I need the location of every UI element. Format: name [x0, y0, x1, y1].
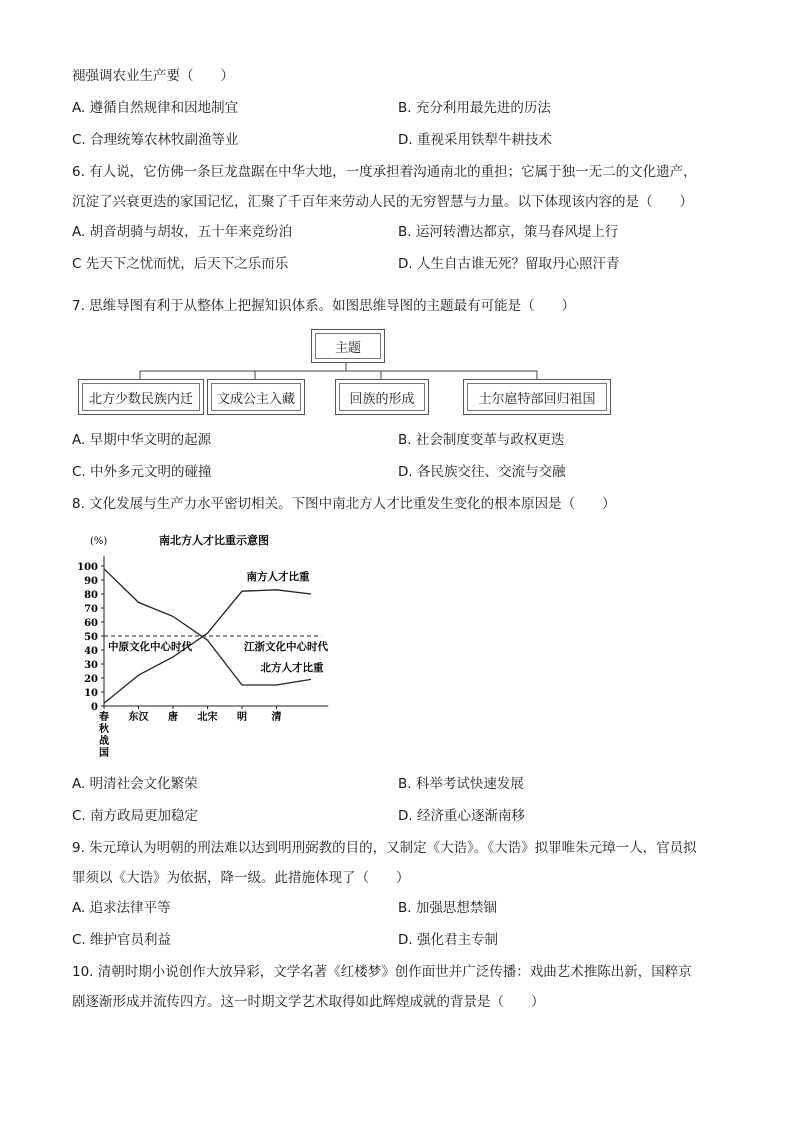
q9-option-a[interactable]: A. 追求法律平等 [72, 900, 171, 916]
mind-map-root-label: 主题 [315, 333, 381, 359]
x-tick-label: 北宋 [197, 712, 218, 723]
q9-option-d[interactable]: D. 强化君主专制 [398, 932, 498, 948]
q6-option-a[interactable]: A. 胡音胡骑与胡妆，五十年来竞纷泊 [72, 224, 293, 240]
y-tick-label: 100 [77, 562, 98, 573]
mind-map-node-label: 回族的形成 [339, 383, 425, 411]
south-series-label: 南方人才比重 [246, 571, 310, 583]
q6-stem-line1: 6. 有人说，它仿佛一条巨龙盘踞在中华大地，一度承担着沟通南北的重担；它属于独一无二的文化遗产， [72, 164, 697, 180]
q5-option-c[interactable]: C. 合理统筹农林牧副渔等业 [72, 132, 239, 148]
era-annotation-central-plains: 中原文化中心时代 [108, 641, 192, 653]
y-tick-label: 0 [91, 702, 98, 713]
q8-option-c[interactable]: C. 南方政局更加稳定 [72, 808, 199, 824]
chart-title: 南北方人才比重示意图 [159, 534, 269, 547]
q6-stem-line2: 沉淀了兴衰更迭的家国记忆，汇聚了千百年来劳动人民的无穷智慧与力量。以下体现该内容的是（ ） [72, 194, 693, 210]
q5-option-a[interactable]: A. 遵循自然规律和因地制宜 [72, 100, 239, 116]
q8-option-d[interactable]: D. 经济重心逐渐南移 [398, 808, 525, 824]
q5-option-d[interactable]: D. 重视采用铁犁牛耕技术 [398, 132, 552, 148]
y-tick-label: 30 [84, 660, 98, 671]
q5-option-b[interactable]: B. 充分利用最先进的历法 [398, 100, 551, 116]
y-axis-unit: (%) [90, 536, 108, 547]
mind-map-node-label: 土尔扈特部回归祖国 [467, 383, 607, 411]
mind-map-root [311, 329, 385, 363]
y-tick-label: 80 [84, 590, 98, 601]
north-series-label: 北方人才比重 [260, 662, 324, 674]
y-tick-label: 20 [84, 674, 98, 685]
y-tick-label: 40 [84, 646, 98, 657]
q7-option-d[interactable]: D. 各民族交往、交流与交融 [398, 464, 566, 480]
x-tick-label: 清 [271, 712, 282, 723]
q5-stem-tail: 褪强调农业生产要（ ） [72, 68, 234, 84]
q10-stem-line2: 剧逐渐形成并流传四方。这一时期文学艺术取得如此辉煌成就的背景是（ ） [72, 994, 545, 1010]
q8-option-b[interactable]: B. 科举考试快速发展 [398, 776, 524, 792]
x-tick-label: 东汉 [128, 712, 149, 723]
q7-stem: 7. 思维导图有利于从整体上把握知识体系。如图思维导图的主题最有可能是（ ） [72, 298, 576, 314]
q9-stem-line1: 9. 朱元璋认为明朝的刑法难以达到明刑弼教的目的，又制定《大诰》。《大诰》拟罪唯朱元璋一人，官员拟 [72, 840, 697, 856]
q8-option-a[interactable]: A. 明清社会文化繁荣 [72, 776, 198, 792]
q7-option-a[interactable]: A. 早期中华文明的起源 [72, 432, 212, 448]
y-tick-label: 10 [84, 688, 98, 699]
q9-option-c[interactable]: C. 维护官员利益 [72, 932, 172, 948]
mind-map-node-1 [78, 379, 204, 415]
y-tick-label: 50 [84, 632, 98, 643]
y-tick-label: 70 [84, 604, 98, 615]
q7-option-c[interactable]: C. 中外多元文明的碰撞 [72, 464, 212, 480]
q10-stem-line1: 10. 清朝时期小说创作大放异彩，文学名著《红楼梦》创作面世并广泛传播：戏曲艺术推陈出新，国粹京 [72, 964, 692, 980]
q9-stem-line2: 罪须以《大诰》为依据，降一级。此措施体现了（ ） [72, 870, 410, 886]
mind-map-node-4 [463, 379, 611, 415]
q9-option-b[interactable]: B. 加强思想禁锢 [398, 900, 497, 916]
y-tick-label: 90 [84, 576, 98, 587]
mind-map-node-label: 文成公主入藏 [211, 383, 301, 411]
q6-option-d[interactable]: D. 人生自古谁无死？留取丹心照汗青 [398, 256, 620, 272]
q6-option-b[interactable]: B. 运河转漕达都京，策马春风堤上行 [398, 224, 619, 240]
mind-map-connectors [0, 0, 794, 420]
q7-option-b[interactable]: B. 社会制度变革与政权更迭 [398, 432, 565, 448]
x-tick-label: 春秋战国 [99, 712, 109, 759]
q8-stem: 8. 文化发展与生产力水平密切相关。下图中南北方人才比重发生变化的根本原因是（ ） [72, 496, 616, 512]
talent-ratio-chart [60, 528, 350, 768]
x-tick-label: 明 [237, 712, 247, 723]
mind-map-node-2 [207, 379, 305, 415]
era-annotation-jiangzhe: 江浙文化中心时代 [244, 641, 328, 653]
x-tick-label: 唐 [168, 712, 178, 723]
q6-option-c[interactable]: C 先天下之忧而忧，后天下之乐而乐 [72, 256, 289, 272]
mind-map-node-label: 北方少数民族内迁 [82, 383, 200, 411]
mind-map-node-3 [335, 379, 429, 415]
y-tick-label: 60 [84, 618, 98, 629]
